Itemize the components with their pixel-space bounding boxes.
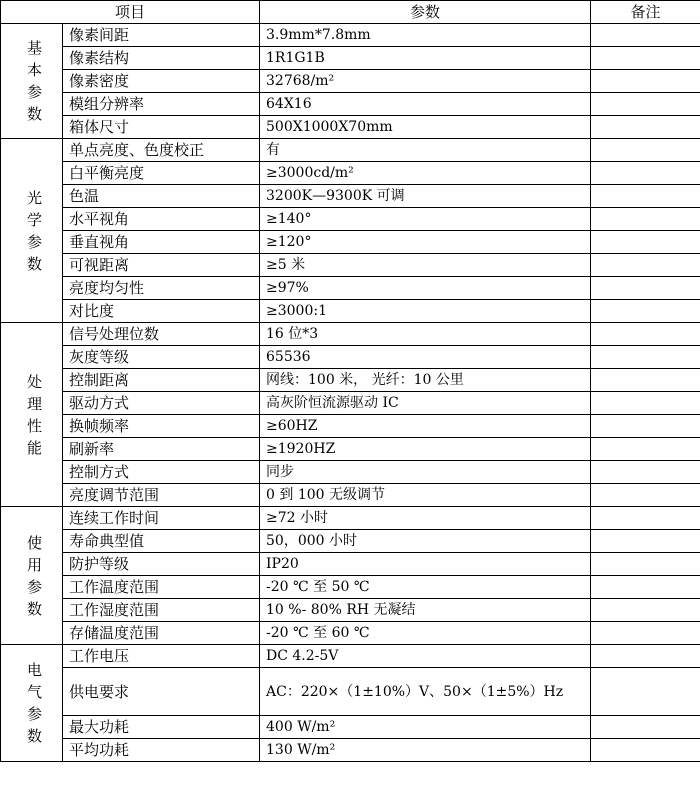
table-row xyxy=(1,622,700,645)
param-label: 箱体尺寸 xyxy=(63,116,260,139)
param-value: 130 W/m² xyxy=(260,739,591,762)
param-value: 16 位*3 xyxy=(260,323,591,346)
table-row xyxy=(1,116,700,139)
param-value: 有 xyxy=(260,139,591,162)
param-value: 500X1000X70mm xyxy=(260,116,591,139)
note-cell xyxy=(591,277,700,300)
param-label: 模组分辨率 xyxy=(63,93,260,116)
param-value: ≥72 小时 xyxy=(260,507,591,530)
spec-body xyxy=(1,24,700,762)
param-label: 存储温度范围 xyxy=(63,622,260,645)
param-value: ≥1920HZ xyxy=(260,438,591,461)
table-row xyxy=(1,162,700,185)
table-row xyxy=(1,438,700,461)
param-value: 1R1G1B xyxy=(260,47,591,70)
table-row xyxy=(1,415,700,438)
table-row xyxy=(1,70,700,93)
note-cell xyxy=(591,231,700,254)
param-value: 65536 xyxy=(260,346,591,369)
param-label: 工作电压 xyxy=(63,645,260,668)
note-cell xyxy=(591,484,700,507)
param-value: 64X16 xyxy=(260,93,591,116)
table-row xyxy=(1,576,700,599)
param-label: 工作温度范围 xyxy=(63,576,260,599)
param-value: -20 ℃ 至 50 ℃ xyxy=(260,576,591,599)
param-label: 换帧频率 xyxy=(63,415,260,438)
param-value: 3200K—9300K 可调 xyxy=(260,185,591,208)
param-value: ≥140° xyxy=(260,208,591,231)
group-label: 光 学 参 数 xyxy=(1,139,63,323)
table-row xyxy=(1,47,700,70)
table-row xyxy=(1,185,700,208)
param-value: DC 4.2-5V xyxy=(260,645,591,668)
note-cell xyxy=(591,300,700,323)
param-label: 单点亮度、色度校正 xyxy=(63,139,260,162)
table-row xyxy=(1,392,700,415)
param-label: 亮度调节范围 xyxy=(63,484,260,507)
note-cell xyxy=(591,254,700,277)
note-cell xyxy=(591,369,700,392)
param-label: 驱动方式 xyxy=(63,392,260,415)
param-value: 50，000 小时 xyxy=(260,530,591,553)
table-row xyxy=(1,346,700,369)
note-cell xyxy=(591,24,700,47)
param-value: 3.9mm*7.8mm xyxy=(260,24,591,47)
param-value: 同步 xyxy=(260,461,591,484)
param-label: 控制方式 xyxy=(63,461,260,484)
table-row xyxy=(1,208,700,231)
param-label: 刷新率 xyxy=(63,438,260,461)
param-value: 400 W/m² xyxy=(260,716,591,739)
note-cell xyxy=(591,507,700,530)
note-cell xyxy=(591,47,700,70)
table-row xyxy=(1,645,700,668)
param-value: 高灰阶恒流源驱动 IC xyxy=(260,392,591,415)
table-row xyxy=(1,530,700,553)
header-item: 项目 xyxy=(1,1,260,24)
param-label: 像素结构 xyxy=(63,47,260,70)
note-cell xyxy=(591,346,700,369)
table-row xyxy=(1,254,700,277)
param-label: 控制距离 xyxy=(63,369,260,392)
header-param: 参数 xyxy=(260,1,591,24)
param-label: 亮度均匀性 xyxy=(63,277,260,300)
table-row xyxy=(1,739,700,762)
param-value: 32768/m² xyxy=(260,70,591,93)
param-label: 像素间距 xyxy=(63,24,260,47)
param-label: 连续工作时间 xyxy=(63,507,260,530)
table-row xyxy=(1,139,700,162)
header-row xyxy=(1,1,700,24)
table-row xyxy=(1,461,700,484)
note-cell xyxy=(591,438,700,461)
table-row xyxy=(1,93,700,116)
param-value: -20 ℃ 至 60 ℃ xyxy=(260,622,591,645)
group-label: 电 气 参 数 xyxy=(1,645,63,762)
param-label: 寿命典型值 xyxy=(63,530,260,553)
note-cell xyxy=(591,576,700,599)
note-cell xyxy=(591,599,700,622)
param-label: 对比度 xyxy=(63,300,260,323)
param-value: ≥97% xyxy=(260,277,591,300)
table-row xyxy=(1,24,700,47)
param-label: 白平衡亮度 xyxy=(63,162,260,185)
param-label: 灰度等级 xyxy=(63,346,260,369)
param-label: 可视距离 xyxy=(63,254,260,277)
note-cell xyxy=(591,553,700,576)
note-cell xyxy=(591,739,700,762)
param-value: ≥120° xyxy=(260,231,591,254)
group-label: 处 理 性 能 xyxy=(1,323,63,507)
param-value: 10 %- 80% RH 无凝结 xyxy=(260,599,591,622)
param-value: 网线：100 米， 光纤：10 公里 xyxy=(260,369,591,392)
header-note: 备注 xyxy=(591,1,700,24)
table-row xyxy=(1,668,700,716)
table-row xyxy=(1,507,700,530)
param-value: 0 到 100 无级调节 xyxy=(260,484,591,507)
param-value: ≥3000cd/m² xyxy=(260,162,591,185)
param-label: 信号处理位数 xyxy=(63,323,260,346)
param-value: IP20 xyxy=(260,553,591,576)
table-row xyxy=(1,599,700,622)
note-cell xyxy=(591,70,700,93)
note-cell xyxy=(591,668,700,716)
table-row xyxy=(1,277,700,300)
note-cell xyxy=(591,461,700,484)
note-cell xyxy=(591,139,700,162)
param-label: 工作湿度范围 xyxy=(63,599,260,622)
note-cell xyxy=(591,622,700,645)
param-label: 色温 xyxy=(63,185,260,208)
table-row xyxy=(1,300,700,323)
note-cell xyxy=(591,415,700,438)
table-row xyxy=(1,716,700,739)
param-label: 防护等级 xyxy=(63,553,260,576)
note-cell xyxy=(591,530,700,553)
note-cell xyxy=(591,645,700,668)
param-label: 水平视角 xyxy=(63,208,260,231)
param-label: 供电要求 xyxy=(63,668,260,716)
group-label: 基 本 参 数 xyxy=(1,24,63,139)
note-cell xyxy=(591,116,700,139)
note-cell xyxy=(591,716,700,739)
table-row xyxy=(1,323,700,346)
param-value: AC：220×（1±10%）V、50×（1±5%）Hz xyxy=(260,668,591,716)
param-label: 平均功耗 xyxy=(63,739,260,762)
note-cell xyxy=(591,208,700,231)
note-cell xyxy=(591,93,700,116)
note-cell xyxy=(591,162,700,185)
param-label: 最大功耗 xyxy=(63,716,260,739)
group-label: 使 用 参 数 xyxy=(1,507,63,645)
param-label: 像素密度 xyxy=(63,70,260,93)
note-cell xyxy=(591,392,700,415)
table-row xyxy=(1,484,700,507)
param-value: ≥5 米 xyxy=(260,254,591,277)
table-row xyxy=(1,231,700,254)
note-cell xyxy=(591,323,700,346)
table-row xyxy=(1,369,700,392)
note-cell xyxy=(591,185,700,208)
table-row xyxy=(1,553,700,576)
param-label: 垂直视角 xyxy=(63,231,260,254)
param-value: ≥60HZ xyxy=(260,415,591,438)
param-value: ≥3000:1 xyxy=(260,300,591,323)
